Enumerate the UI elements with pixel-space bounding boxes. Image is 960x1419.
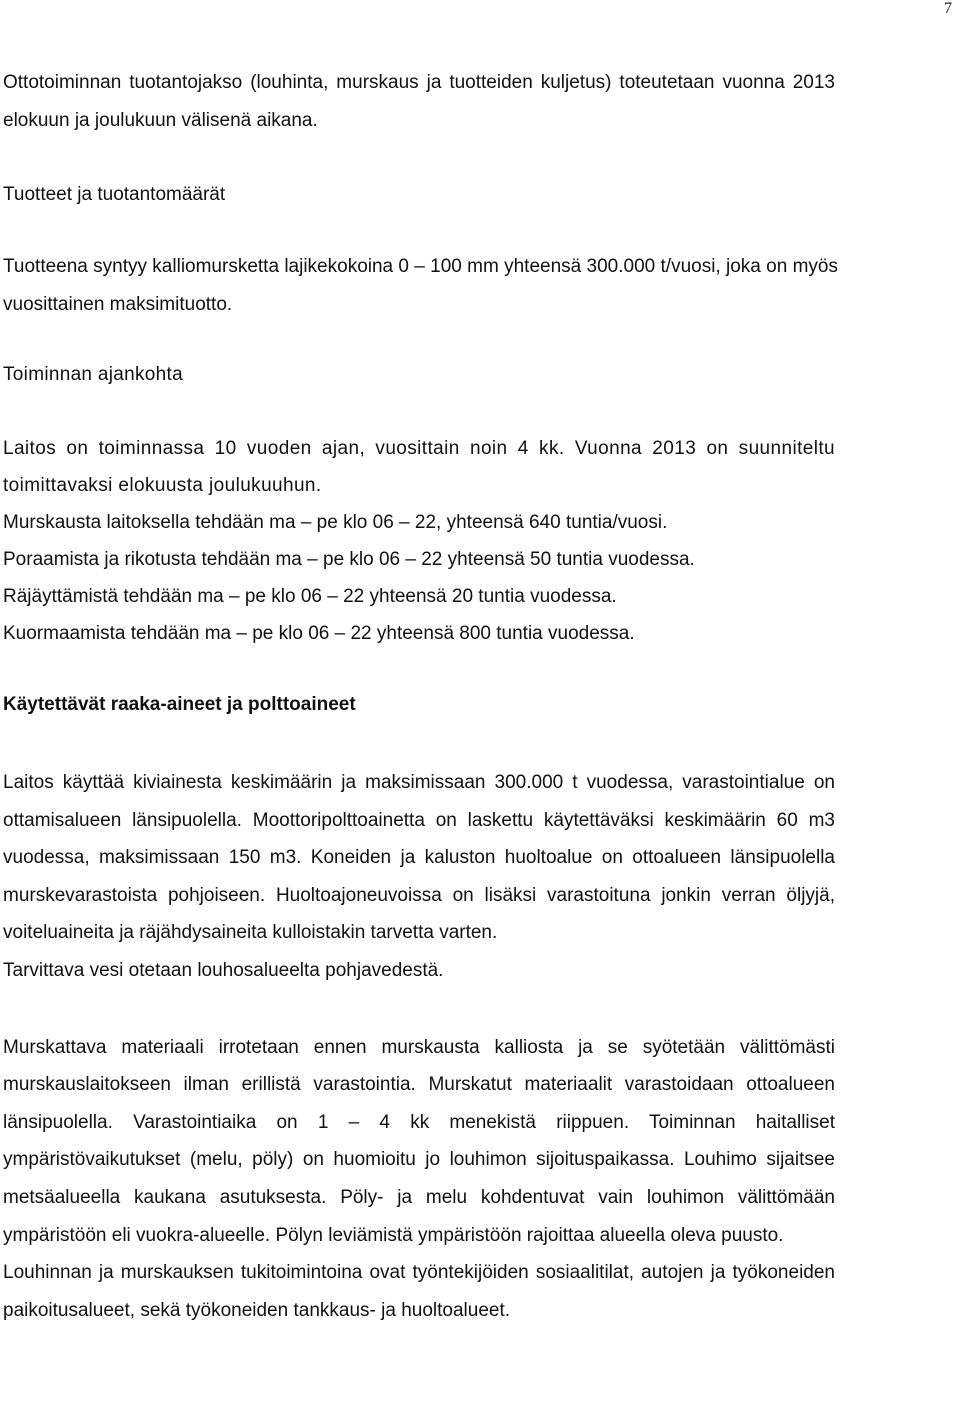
timing-line-blasting: Räjäyttämistä tehdään ma – pe klo 06 – 22 yhteensä 20 tuntia vuodessa. bbox=[3, 586, 617, 607]
timing-line-loading: Kuormaamista tehdään ma – pe klo 06 – 22 yhteensä 800 tuntia vuodessa. bbox=[3, 623, 635, 644]
timing-line-drilling: Poraamista ja rikotusta tehdään ma – pe klo 06 – 22 yhteensä 50 tuntia vuodessa. bbox=[3, 549, 695, 570]
timing-line-crushing: Murskausta laitoksella tehdään ma – pe klo 06 – 22, yhteensä 640 tuntia/vuosi. bbox=[3, 512, 668, 533]
timing-heading: Toiminnan ajankohta bbox=[3, 364, 183, 385]
page-number: 7 bbox=[944, 0, 952, 17]
process-paragraph: Murskattava materiaali irrotetaan ennen murskausta kalliosta ja se syötetään välittömästi murskauslaitokseen ilman erillistä varastointia. Murskatut materiaalit varastoidaan ottoalueen länsipuolella. Varastointiaika on 1 – 4 kk menekistä riippuen. Toiminnan haitalliset ympäristövaikutukset (melu, pöly) on huomioitu jo louhimon sijoituspaikassa. Louhimo sijaitsee metsäalueella kaukana asutuksesta. Pöly- ja melu kohdentuvat vain louhimon välittömään ympäristöön eli vuokra-alueelle. Pölyn leviämistä ympäristöön rajoittaa alueella oleva puusto. bbox=[3, 1036, 835, 1246]
document-body bbox=[3, 64, 838, 1329]
intro-paragraph: Ottotoiminnan tuotantojakso (louhinta, murskaus ja tuotteiden kuljetus) toteutetaan vuonna 2013 elokuun ja joulukuun välisenä aikana. bbox=[3, 72, 835, 131]
water-paragraph: Tarvittava vesi otetaan louhosalueelta pohjavedestä. bbox=[3, 959, 444, 981]
products-heading: Tuotteet ja tuotantomäärät bbox=[3, 184, 226, 205]
timing-paragraph: Laitos on toiminnassa 10 vuoden ajan, vuosittain noin 4 kk. Vuonna 2013 on suunniteltu toimittavaksi elokuusta joulukuuhun. bbox=[3, 438, 835, 496]
materials-heading: Käytettävät raaka-aineet ja polttoaineet bbox=[3, 694, 356, 715]
materials-paragraph: Laitos käyttää kiviainesta keskimäärin ja maksimissaan 300.000 t vuodessa, varastointialue on ottamisalueen länsipuolella. Moottoripolttoainetta on laskettu käytettäväksi keskimäärin 60 m3 vuodessa, maksimissaan 150 m3. Koneiden ja kaluston huoltoalue on ottoalueen länsipuolella murskevarastoista pohjoiseen. Huoltoajoneuvoissa on lisäksi varastoituna jonkin verran öljyjä, voiteluaineita ja räjähdysaineita kulloistakin tarvetta varten. bbox=[3, 772, 835, 944]
products-paragraph: Tuotteena syntyy kalliomursketta lajikekokoina 0 – 100 mm yhteensä 300.000 t/vuosi, joka on myös vuosittainen maksimituotto. bbox=[3, 256, 838, 315]
support-paragraph: Louhinnan ja murskauksen tukitoimintoina ovat työntekijöiden sosiaalitilat, autojen ja työkoneiden paikoitusalueet, sekä työkoneiden tankkaus- ja huoltoalueet. bbox=[3, 1262, 835, 1321]
